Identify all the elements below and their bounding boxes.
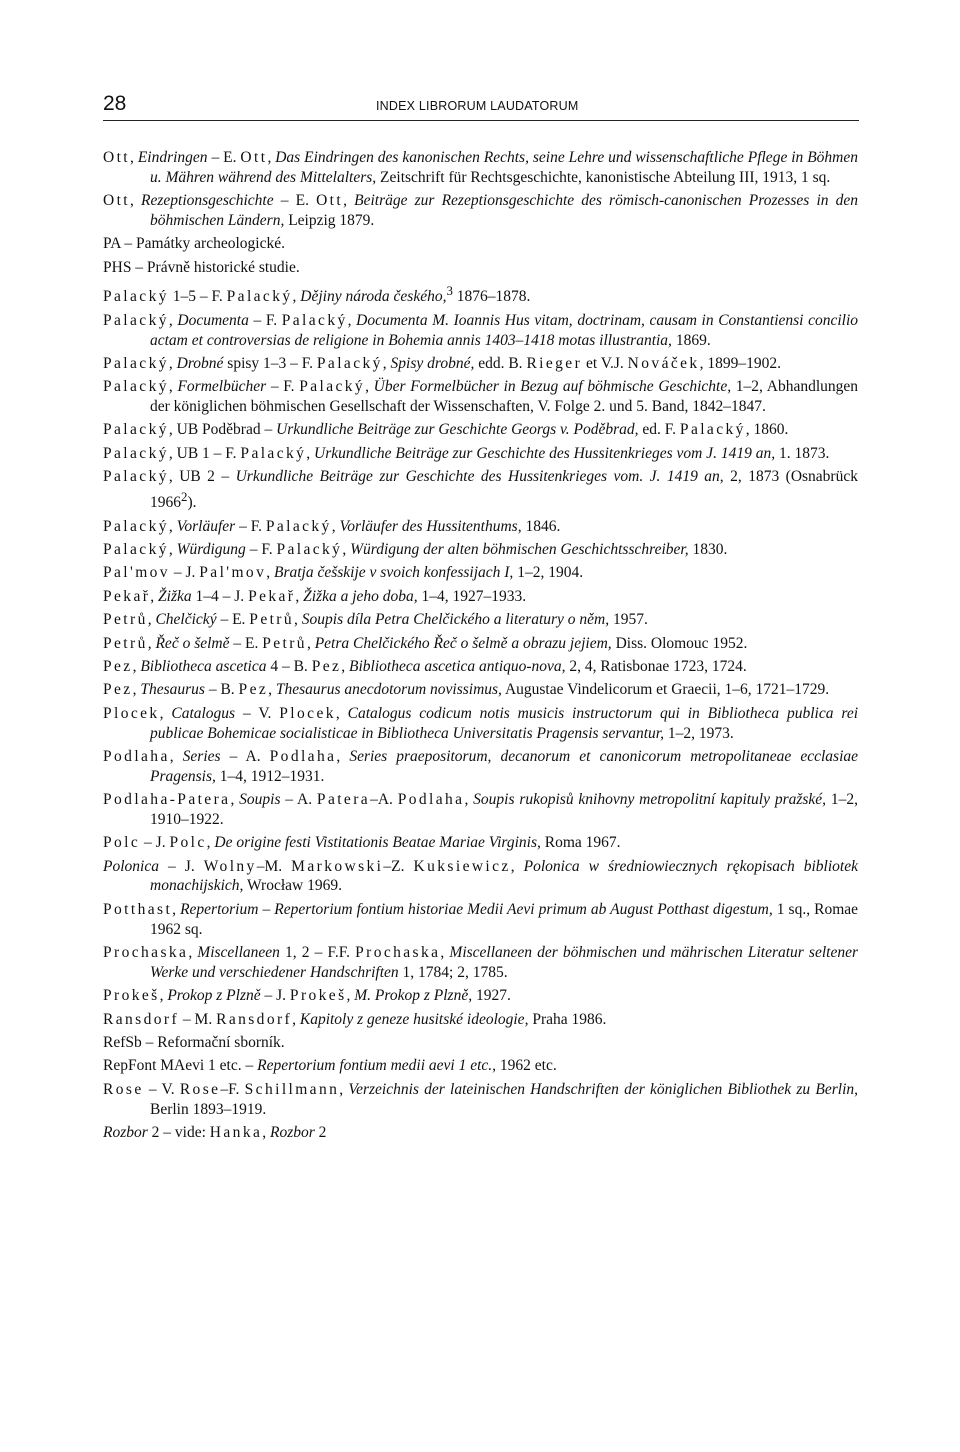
spaced-author-name: Palacký (103, 540, 169, 558)
spaced-author-name: Pez (311, 657, 342, 675)
italic-title-text: Urkundliche Beiträge zur Geschichte Georgs v. Poděbrad, (276, 421, 639, 439)
spaced-author-name: Palacký (103, 468, 169, 486)
entry-text: , (295, 587, 304, 605)
entry-text: 1–4 – J. (191, 587, 249, 605)
entry-text: Zeitschrift für Rechtsgeschichte, kanonistische Abteilung III, 1913, 1 sq. (376, 168, 831, 186)
italic-title-text: Documenta (177, 311, 249, 329)
entry-text: , (159, 704, 172, 722)
entry-text: , UB Poděbrad – (168, 421, 277, 439)
bibliography-entry (103, 563, 858, 583)
spaced-author-name: Pekař (248, 587, 296, 605)
entry-text: , (172, 900, 181, 918)
italic-title-text: Urkundliche Beiträge zur Geschichte des Hussitenkrieges vom. J. 1419 an, (235, 468, 724, 486)
spaced-author-name: Schillmann (244, 1080, 340, 1098)
bibliography-entry (103, 258, 858, 278)
entry-text: 2 (181, 489, 188, 505)
italic-title-text: Würdigung (176, 540, 246, 558)
entry-text: , (230, 791, 240, 809)
entry-text: 1–2, 1973. (664, 724, 734, 742)
entry-text: , (150, 587, 159, 605)
entry-text: , (382, 354, 391, 372)
bibliography-entry (103, 857, 858, 897)
entry-text: , (266, 564, 274, 582)
spaced-author-name: Potthast (103, 900, 173, 918)
bibliography-entry (103, 704, 858, 744)
entry-text: , (342, 540, 351, 558)
bibliography-entry (103, 420, 858, 440)
italic-title-text: Polonica w średniowiecznych rękopisach bibliotek monachijskich, (150, 857, 858, 895)
entry-text: 1876–1878. (452, 288, 531, 306)
bibliography-entry (103, 444, 858, 464)
italic-title-text: Drobné (176, 354, 224, 372)
spaced-author-name: Prochaska (103, 944, 189, 962)
spaced-author-name: Palacký (265, 517, 332, 535)
entry-text: 1–2, 1904. (513, 564, 584, 582)
italic-title-text: Über Formelbücher in Bezug auf böhmische Geschichte, (373, 378, 732, 396)
entry-text: , 1899–1902. (699, 354, 781, 372)
bibliography-entry (103, 634, 858, 654)
italic-title-text: Miscellaneen (197, 944, 280, 962)
italic-title-text: Prokop z Plzně (167, 987, 261, 1005)
entry-text: – E. (229, 634, 263, 652)
spaced-author-name: Palacký (103, 517, 169, 535)
entry-text: 1–5 – F. (168, 288, 227, 306)
entry-text: , (188, 944, 198, 962)
entry-text: 3 (446, 283, 453, 299)
entry-text: 1 sq., Romae 1962 sq. (150, 900, 859, 938)
spaced-author-name: Prokeš (289, 987, 347, 1005)
spaced-author-name: Palacký (103, 444, 169, 462)
entry-text: 2 (314, 1123, 327, 1141)
spaced-author-name: Palacký (316, 354, 383, 372)
entry-text: Wrocław 1969. (243, 877, 342, 895)
entry-text: , (306, 634, 315, 652)
italic-title-text: Formelbücher (177, 378, 267, 396)
italic-title-text: Kapitoly z geneze husitské ideologie, (299, 1010, 529, 1028)
entry-text: , (147, 611, 156, 629)
bibliography-entry (103, 377, 858, 417)
bibliography-entry (103, 467, 858, 513)
entry-text: , (132, 657, 141, 675)
spaced-author-name: Podlaha (397, 791, 465, 809)
entry-text: , (341, 657, 350, 675)
entry-text: , (168, 517, 177, 535)
spaced-author-name: Ransdorf (216, 1010, 293, 1028)
bibliography-entry (103, 311, 858, 351)
entry-text: – B. (204, 681, 239, 699)
italic-title-text: Verzeichnis der lateinischen Handschriften der königlichen Bibliothek zu Berlin, (348, 1080, 859, 1098)
entry-text: , (147, 634, 156, 652)
italic-title-text: Repertorium fontium historiae Medii Aevi primum ab August Potthast digestum, (274, 900, 773, 918)
spaced-author-name: Petrů (103, 634, 148, 652)
spaced-author-name: Plocek (103, 704, 160, 722)
entry-text: 1–2, Abhandlungen der königlichen böhmischen Gesellschaft der Wissenschaften, V. Folge 2. und 5. Band, 1842–1847. (150, 378, 859, 416)
entry-text: , (346, 987, 355, 1005)
spaced-author-name: Hanka (209, 1123, 263, 1141)
header-rule (103, 120, 859, 121)
spaced-author-name: Ott (103, 192, 131, 210)
spaced-author-name: Palacký (299, 378, 366, 396)
entry-text: – J. (140, 834, 170, 852)
entry-text: , (306, 444, 315, 462)
entry-text: 1–4, 1927–1933. (417, 587, 527, 605)
entry-text: , (159, 987, 168, 1005)
spaced-author-name: Nováček (627, 354, 700, 372)
spaced-author-name: Pal'mov (199, 564, 267, 582)
spaced-author-name: Pez (103, 681, 133, 699)
entry-text: – M. (179, 1010, 217, 1028)
entry-text: ed. F. (638, 421, 680, 439)
entry-text: 1, 2 – F.F. (279, 944, 356, 962)
italic-title-text: Catalogus (171, 704, 236, 722)
italic-title-text: Würdigung der alten böhmischen Geschichtsschreiber, (350, 540, 689, 558)
spaced-author-name: Palacký (103, 354, 169, 372)
entry-text: , (343, 192, 355, 210)
spaced-author-name: Pez (238, 681, 269, 699)
entry-text: spisy 1–3 – F. (223, 354, 317, 372)
entry-text: – A. (220, 747, 270, 765)
italic-title-text: Beiträge zur Rezeptionsgeschichte des römisch-canonischen Prozesses in den böhmischen Ländern, (150, 192, 859, 229)
entry-text: RepFont MAevi 1 etc. – (103, 1057, 258, 1075)
entry-text: , UB 1 – F. (168, 444, 241, 462)
spaced-author-name: Palacký (103, 288, 169, 306)
italic-title-text: Eindringen (137, 149, 208, 166)
entry-text: Berlin 1893–1919. (150, 1100, 267, 1118)
spaced-author-name: Palacký (103, 378, 169, 396)
bibliography-entry (103, 900, 858, 940)
italic-title-text: Repertorium (180, 900, 259, 918)
entry-text: 1. 1873. (775, 444, 830, 462)
italic-title-text: Rozbor (270, 1123, 315, 1141)
bibliography-entry (103, 943, 858, 983)
entry-text: 1830. (688, 540, 728, 558)
spaced-author-name: Plocek (279, 704, 336, 722)
spaced-author-name: Polc (169, 834, 207, 852)
entry-text: 1–4, 1912–1931. (215, 767, 325, 785)
entry-text: –Z. (383, 857, 414, 875)
entry-text: – J. (158, 857, 204, 875)
italic-title-text: Das Eindringen des kanonischen Rechts, seine Lehre und wissenschaftliche Pflege in Böhmen u. Mähren während des Mittelalters, (150, 149, 859, 186)
italic-title-text: Žižka (158, 587, 192, 605)
entry-text: , (440, 944, 450, 962)
entry-text: – J. (260, 987, 290, 1005)
spaced-author-name: Ott (316, 192, 344, 210)
entry-text: , 1860. (745, 421, 789, 439)
italic-title-text: Soupis rukopisů knihovny metropolitní kapituly pražské, (473, 791, 827, 809)
entry-text: et V.J. (582, 354, 628, 372)
italic-title-text: Chelčický (155, 611, 217, 629)
spaced-author-name: Ott (240, 149, 268, 166)
entry-text: 1–2, 1910–1922. (150, 791, 859, 828)
bibliography-entry (103, 1010, 858, 1030)
italic-title-text: Vorläufer des Hussitenthums, (339, 517, 522, 535)
entry-text: , UB 2 – (168, 468, 236, 486)
entry-text: Leipzig 1879. (284, 211, 375, 229)
bibliography-entry (103, 191, 858, 231)
spaced-author-name: Palacký (276, 540, 343, 558)
entry-text: Augustae Vindelicorum et Graecii, 1–6, 1721–1729. (501, 681, 830, 699)
bibliography-entry (103, 657, 858, 677)
bibliography-list (103, 148, 858, 1146)
spaced-author-name: Ott (103, 149, 131, 166)
page-number: 28 (103, 92, 127, 115)
entry-text: 2 – vide: (147, 1123, 210, 1141)
entry-text: , (168, 311, 178, 329)
entry-text: – J. (169, 564, 200, 582)
spaced-author-name: Petrů (103, 611, 148, 629)
entry-text: , (206, 834, 215, 852)
italic-title-text: M. Prokop z Plzně, (354, 987, 473, 1005)
entry-text: –M. (256, 857, 292, 875)
bibliography-entry (103, 234, 858, 254)
spaced-author-name: Podlaha (269, 747, 337, 765)
entry-text: Roma 1967. (540, 834, 621, 852)
spaced-author-name: Wolny (203, 857, 257, 875)
bibliography-entry (103, 587, 858, 607)
italic-title-text: Soupis díla Petra Chelčického a literatury o něm, (301, 611, 610, 629)
spaced-author-name: Ransdorf (103, 1010, 180, 1028)
italic-title-text: Vorläufer (176, 517, 236, 535)
spaced-author-name: Palacký (679, 421, 746, 439)
bibliography-entry (103, 833, 858, 853)
entry-text: 1957. (609, 611, 648, 629)
entry-text: – F. (266, 378, 300, 396)
italic-title-text: Dějiny národa českého, (300, 288, 447, 306)
bibliography-entry (103, 354, 858, 374)
entry-text: 1962 etc. (496, 1057, 557, 1075)
entry-text: Praha 1986. (528, 1010, 607, 1028)
entry-text: , (268, 681, 276, 699)
bibliography-entry (103, 1056, 858, 1076)
entry-text: , (132, 681, 141, 699)
spaced-author-name: Pekař (103, 587, 151, 605)
spaced-author-name: Rose (179, 1080, 221, 1098)
entry-text: – E. (207, 149, 241, 166)
spaced-author-name: Podlaha-Patera (103, 791, 231, 809)
entry-text: 1846. (521, 517, 561, 535)
entry-text: , (292, 288, 301, 306)
italic-title-text: Bibliotheca ascetica (140, 657, 267, 675)
entry-text: PHS – Právně historické studie. (103, 258, 300, 276)
entry-text: – (258, 900, 275, 918)
italic-title-text: Catalogus codicum notis musicis instructorum qui in Bibliotheca publica rei publicae Bohemicae socialisticae in Bibliotheca Universitatis Pragensis servantur, (150, 704, 859, 742)
entry-text: – F. (245, 540, 277, 558)
spaced-author-name: Markowski (291, 857, 384, 875)
entry-text: – A. (280, 791, 317, 809)
entry-text: edd. B. (474, 354, 527, 372)
spaced-author-name: Prochaska (355, 944, 441, 962)
bibliography-entry (103, 790, 858, 830)
spaced-author-name: Palacký (226, 288, 293, 306)
bibliography-entry (103, 610, 858, 630)
spaced-author-name: Rose (103, 1080, 144, 1098)
spaced-author-name: Prokeš (103, 987, 160, 1005)
entry-text: , (267, 149, 276, 166)
italic-title-text: Petra Chelčického Řeč o šelmě a obrazu jejiem, (314, 634, 612, 652)
spaced-author-name: Palacký (281, 311, 348, 329)
entry-text: – V. (235, 704, 280, 722)
spaced-author-name: Petrů (262, 634, 307, 652)
spaced-author-name: Podlaha (103, 747, 170, 765)
bibliography-entry (103, 747, 858, 787)
entry-text: 2, 1873 (Osnabrück 1966 (150, 468, 858, 512)
spaced-author-name: Petrů (249, 611, 295, 629)
entry-text: , (168, 354, 177, 372)
spaced-author-name: Palacký (240, 444, 307, 462)
entry-text: , (365, 378, 374, 396)
entry-text: – F. (235, 517, 266, 535)
spaced-author-name: Pez (103, 657, 133, 675)
bibliography-entry (103, 281, 858, 307)
entry-text: 1869. (671, 331, 711, 349)
spaced-author-name: Palacký (103, 421, 169, 439)
bibliography-entry (103, 540, 858, 560)
italic-title-text: Thesaurus anecdotorum novissimus, (275, 681, 502, 699)
running-head: INDEX LIBRORUM LAUDATORUM (376, 99, 579, 113)
entry-text: RefSb – Reformační sborník. (103, 1034, 285, 1052)
bibliography-entry (103, 517, 858, 537)
entry-text: – F. (248, 311, 282, 329)
spaced-author-name: Rieger (526, 354, 583, 372)
italic-title-text: Soupis (239, 791, 281, 809)
bibliography-entry (103, 1123, 858, 1143)
italic-title-text: Bratja češskije v svoich konfessijach I, (273, 564, 514, 582)
entry-text: – E. (273, 192, 317, 210)
italic-title-text: Rozbor (103, 1123, 148, 1141)
entry-text: –F. (220, 1080, 245, 1098)
entry-text: , (336, 747, 350, 765)
entry-text: 4 – B. (266, 657, 312, 675)
italic-title-text: Řeč o šelmě (155, 634, 230, 652)
entry-text: , (130, 149, 138, 166)
entry-text: , (510, 857, 524, 875)
entry-text: , (347, 311, 357, 329)
entry-text: 1927. (472, 987, 511, 1005)
entry-text: 2, 4, Ratisbonae 1723, 1724. (565, 657, 747, 675)
entry-text: – V. (143, 1080, 180, 1098)
italic-title-text: Series praepositorum, decanorum et canonicorum metropolitaneae ecclasiae Pragensis, (150, 747, 859, 785)
entry-text: , (294, 611, 302, 629)
spaced-author-name: Kuksiewicz (413, 857, 511, 875)
italic-title-text: Bibliotheca ascetica antiquo-nova, (349, 657, 566, 675)
entry-text: PA – Památky archeologické. (103, 235, 285, 253)
entry-text: , (331, 517, 340, 535)
italic-title-text: Series (182, 747, 221, 765)
bibliography-entry (103, 1033, 858, 1053)
entry-text: , (464, 791, 474, 809)
entry-text: , (339, 1080, 349, 1098)
entry-text: , (130, 192, 142, 210)
bibliography-entry (103, 148, 858, 188)
entry-text: –A. (370, 791, 398, 809)
italic-title-text: Spisy drobné, (390, 354, 475, 372)
italic-title-text: Documenta M. Ioannis Hus vitam, doctrinam, causam in Constantiensi concilio actam et controversias de religione in Bohemia annis 1403–1418 motas illustrantia, (150, 311, 859, 349)
italic-title-text: Rezeptionsgeschichte (141, 192, 274, 210)
italic-title-text: De origine festi Vistitationis Beatae Mariae Virginis, (214, 834, 541, 852)
bibliography-entry (103, 680, 858, 700)
italic-title-text: Thesaurus (140, 681, 205, 699)
entry-text: , (168, 540, 177, 558)
italic-title-text: Repertorium fontium medii aevi 1 etc., (257, 1057, 497, 1075)
entry-text: – E. (216, 611, 250, 629)
entry-text: , (169, 747, 183, 765)
italic-title-text: Urkundliche Beiträge zur Geschichte des Hussitenkrieges vom J. 1419 an, (314, 444, 776, 462)
italic-title-text: Miscellaneen der böhmischen und mährischen Literatur seltener Werke und verschiedener Handschriften (150, 944, 858, 981)
entry-text: , (292, 1010, 300, 1028)
italic-title-text: Polonica (103, 857, 159, 875)
entry-text: , (335, 704, 348, 722)
entry-text: Diss. Olomouc 1952. (611, 634, 748, 652)
entry-text: , (168, 378, 178, 396)
entry-text: , (262, 1123, 270, 1141)
bibliography-entry (103, 1080, 858, 1120)
spaced-author-name: Patera (316, 791, 371, 809)
italic-title-text: Žižka a jeho doba, (303, 587, 418, 605)
spaced-author-name: Pal'mov (103, 564, 170, 582)
entry-text: 1, 1784; 2, 1785. (398, 963, 508, 981)
spaced-author-name: Palacký (103, 311, 169, 329)
bibliography-entry (103, 986, 858, 1006)
spaced-author-name: Polc (103, 834, 141, 852)
entry-text: ). (187, 494, 197, 512)
